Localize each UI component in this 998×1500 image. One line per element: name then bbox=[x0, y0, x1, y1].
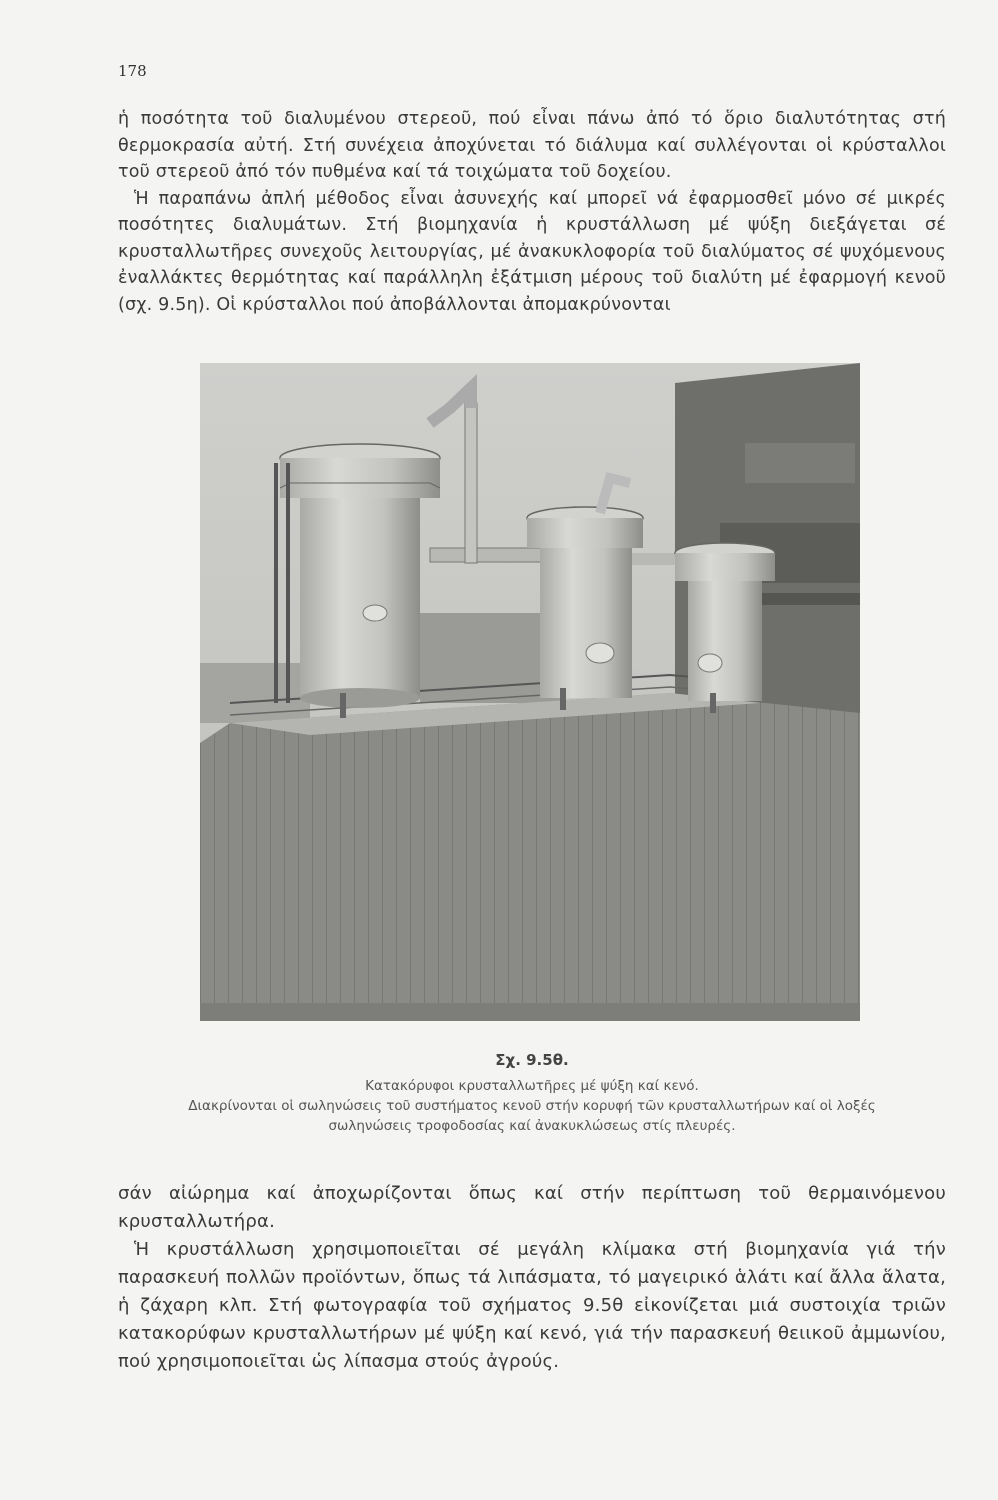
body-text-top bbox=[118, 106, 946, 318]
figure-photo bbox=[200, 363, 860, 1021]
caption-line: σωληνώσεις τροφοδοσίας καί ἀνακυκλώσεως στίς πλευρές. bbox=[328, 1118, 736, 1134]
crystallizer-photo bbox=[200, 363, 860, 1021]
paragraph: Ἡ κρυστάλλωση χρησιμοποιεῖται σέ μεγάλη κλίμακα στή βιομηχανία γιά τήν παρασκευή πολλῶν προϊόντων, ὅπως τά λιπάσματα, τό μαγειρικό ἁλάτι καί ἄλλα ἅλατα, ἡ ζάχαρη κλπ. Στή φωτογραφία τοῦ σχήματος 9.5θ εἰκονίζεται μιά συστοιχία τριῶν κατακορύφων κρυσταλλωτήρων μέ ψύξη καί κενό, γιά τήν παρασκευή θειικοῦ ἀμμωνίου, πού χρησιμοποιεῖται ὡς λίπασμα στούς ἀγρούς. bbox=[118, 1239, 946, 1372]
crystallizer-tank bbox=[300, 498, 420, 698]
body-text-bottom bbox=[118, 1180, 946, 1376]
concrete-base bbox=[200, 693, 860, 1021]
page-number: 178 bbox=[118, 62, 147, 80]
paragraph: Ἡ παραπάνω ἀπλή μέθοδος εἶναι ἀσυνεχής καί μπορεῖ νά ἐφαρμοσθεῖ μόνο σέ μικρές ποσότητες διαλυμάτων. Στή βιομηχανία ἡ κρυστάλλωση μέ ψύξη διεξάγεται σέ κρυσταλλωτῆρες συνεχοῦς λειτουργίας, μέ ἀνακυκλοφορία τοῦ διαλύματος σέ ψυχόμενους ἐναλλάκτες θερμότητας καί παράλληλη ἐξάτμιση μέρους τοῦ διαλύτη μέ ἐφαρμογή κενοῦ (σχ. 9.5η). Οἱ κρύσταλλοι πού ἀποβάλλονται ἀπομακρύνονται bbox=[118, 188, 946, 315]
crystallizer-tank bbox=[540, 548, 632, 698]
paragraph: ἡ ποσότητα τοῦ διαλυμένου στερεοῦ, πού εἶναι πάνω ἀπό τό ὅριο διαλυτότητας στή θερμοκρασία αὐτή. Στή συνέχεια ἀποχύνεται τό διάλυμα καί συλλέγονται οἱ κρύσταλλοι τοῦ στερεοῦ ἀπό τόν πυθμένα καί τά τοιχώματα τοῦ δοχείου. bbox=[118, 109, 946, 182]
figure-caption bbox=[118, 1050, 946, 1136]
caption-line: Διακρίνονται οἱ σωληνώσεις τοῦ συστήματος κενοῦ στήν κορυφή τῶν κρυσταλλωτήρων καί οἱ λοξές bbox=[188, 1098, 876, 1114]
figure-label: Σχ. 9.5θ. bbox=[495, 1051, 569, 1069]
caption-line: Κατακόρυφοι κρυσταλλωτῆρες μέ ψύξη καί κενό. bbox=[365, 1078, 699, 1094]
paragraph: σάν αἰώρημα καί ἀποχωρίζονται ὅπως καί στήν περίπτωση τοῦ θερμαινόμενου κρυσταλλωτήρα. bbox=[118, 1183, 946, 1232]
crystallizer-tank bbox=[688, 581, 762, 701]
